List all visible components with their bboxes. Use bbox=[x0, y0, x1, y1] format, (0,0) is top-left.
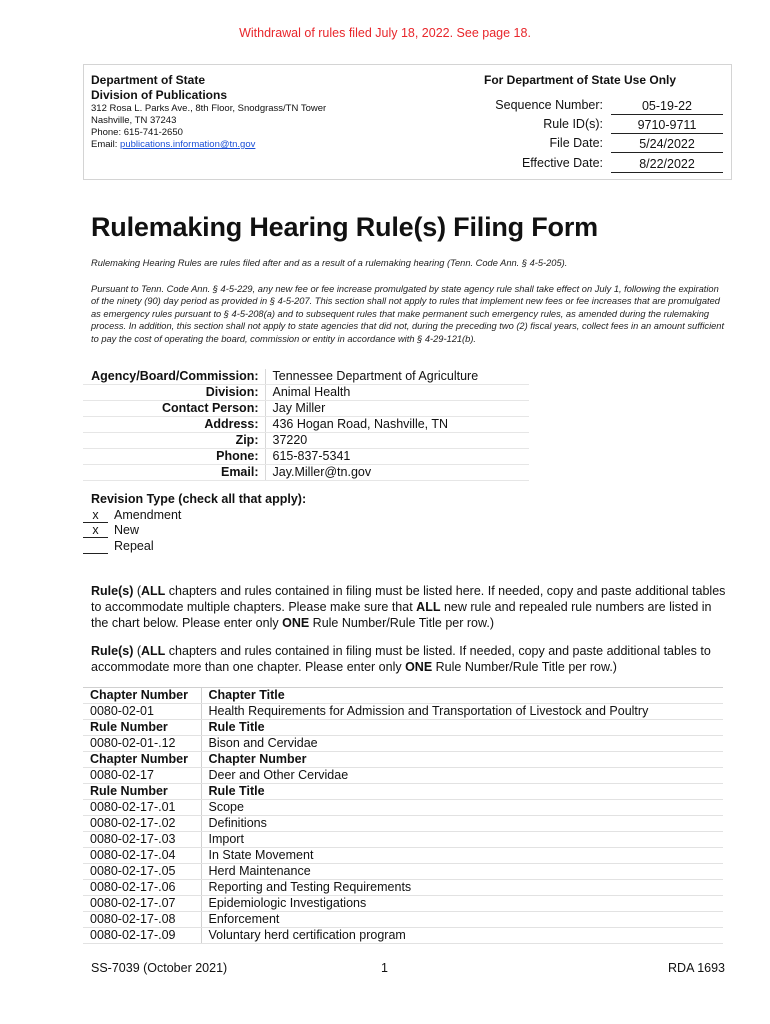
table-cell-number: 0080-02-17-.03 bbox=[83, 832, 201, 848]
table-cell-number: 0080-02-17-.02 bbox=[83, 816, 201, 832]
table-cell-title: Chapter Number bbox=[201, 752, 723, 768]
table-cell-title: Deer and Other Cervidae bbox=[201, 768, 723, 784]
table-row bbox=[83, 832, 723, 848]
effective-date-value: 8/22/2022 bbox=[611, 156, 723, 173]
table-cell-title: Import bbox=[201, 832, 723, 848]
para2-rules: Rule(s) bbox=[91, 644, 134, 658]
para2-open: ( bbox=[133, 644, 142, 658]
table-cell-title: Bison and Cervidae bbox=[201, 736, 723, 752]
table-header-row bbox=[83, 784, 723, 800]
table-row bbox=[83, 800, 723, 816]
new-checkbox[interactable]: x bbox=[83, 524, 108, 538]
division-value: Animal Health bbox=[265, 385, 529, 401]
para2-text2: Rule Number/Rule Title per row.) bbox=[432, 659, 617, 674]
rda-number: RDA 1693 bbox=[668, 961, 725, 975]
rule-ids-value: 9710-9711 bbox=[611, 117, 723, 134]
table-cell-title: Enforcement bbox=[201, 912, 723, 928]
para1-one: ONE bbox=[282, 615, 310, 630]
table-cell-number: 0080-02-17 bbox=[83, 768, 201, 784]
dept-email-link[interactable]: publications.information@tn.gov bbox=[120, 139, 256, 150]
revision-repeal-row bbox=[83, 539, 298, 555]
division-label: Division: bbox=[83, 385, 265, 401]
contact-label: Contact Person: bbox=[83, 401, 265, 417]
agency-value: Tennessee Department of Agriculture bbox=[265, 369, 529, 385]
table-cell-title: Scope bbox=[201, 800, 723, 816]
zip-value: 37220 bbox=[265, 433, 529, 449]
zip-label: Zip: bbox=[83, 433, 265, 449]
para1-open: ( bbox=[133, 584, 142, 598]
para1-rules: Rule(s) bbox=[91, 584, 134, 598]
agency-row bbox=[83, 369, 529, 385]
zip-row bbox=[83, 433, 529, 449]
email-value: Jay.Miller@tn.gov bbox=[265, 465, 529, 481]
page-number: 1 bbox=[381, 961, 388, 975]
table-cell-title: Rule Title bbox=[201, 720, 723, 736]
page-title: Rulemaking Hearing Rule(s) Filing Form bbox=[91, 212, 598, 242]
new-label: New bbox=[114, 523, 140, 538]
repeal-label: Repeal bbox=[114, 538, 154, 553]
table-cell-number: Rule Number bbox=[83, 720, 201, 736]
dept-address-line2: Nashville, TN 37243 bbox=[91, 115, 177, 126]
rules-table bbox=[83, 687, 723, 944]
para2-text1: chapters and rules contained in filing must be listed. If needed, copy and paste additional tables to accommodate more than one chapter. Please enter only bbox=[91, 644, 711, 674]
table-header-row bbox=[83, 752, 723, 768]
file-date-label: File Date: bbox=[549, 136, 603, 150]
repeal-checkbox[interactable] bbox=[83, 540, 108, 554]
table-cell-number: 0080-02-17-.01 bbox=[83, 800, 201, 816]
table-row bbox=[83, 896, 723, 912]
table-row bbox=[83, 736, 723, 752]
dept-email-line bbox=[91, 139, 326, 151]
table-cell-number: 0080-02-17-.09 bbox=[83, 928, 201, 944]
agency-label: Agency/Board/Commission: bbox=[83, 369, 265, 385]
table-row bbox=[83, 816, 723, 832]
para2-one: ONE bbox=[405, 659, 433, 674]
table-cell-number: 0080-02-17-.08 bbox=[83, 912, 201, 928]
email-label: Email: bbox=[83, 465, 265, 481]
table-cell-number: 0080-02-17-.06 bbox=[83, 880, 201, 896]
table-cell-title: Chapter Title bbox=[201, 688, 723, 704]
table-cell-title: In State Movement bbox=[201, 848, 723, 864]
table-cell-number: 0080-02-01 bbox=[83, 704, 201, 720]
table-cell-title: Epidemiologic Investigations bbox=[201, 896, 723, 912]
contact-row bbox=[83, 401, 529, 417]
table-cell-number: 0080-02-17-.05 bbox=[83, 864, 201, 880]
phone-row bbox=[83, 449, 529, 465]
dept-address-line1: 312 Rosa L. Parks Ave., 8th Floor, Snodgrass/TN Tower bbox=[91, 103, 327, 114]
contact-value: Jay Miller bbox=[265, 401, 529, 417]
address-row bbox=[83, 417, 529, 433]
table-row bbox=[83, 880, 723, 896]
table-cell-number: Rule Number bbox=[83, 784, 201, 800]
state-use-title: For Department of State Use Only bbox=[484, 73, 677, 87]
table-cell-number: 0080-02-01-.12 bbox=[83, 736, 201, 752]
dept-email-label: Email: bbox=[91, 139, 121, 150]
withdrawal-notice: Withdrawal of rules filed July 18, 2022. See page 18. bbox=[239, 26, 531, 40]
table-cell-title: Herd Maintenance bbox=[201, 864, 723, 880]
para2-all: ALL bbox=[141, 644, 166, 658]
revision-type-title: Revision Type (check all that apply): bbox=[91, 492, 307, 506]
rule-ids-label: Rule ID(s): bbox=[543, 117, 603, 131]
dept-phone: Phone: 615-741-2650 bbox=[91, 127, 183, 138]
table-header-row bbox=[83, 688, 723, 704]
table-row bbox=[83, 928, 723, 944]
effective-date-label: Effective Date: bbox=[521, 156, 603, 170]
division-name: Division of Publications bbox=[91, 88, 228, 102]
address-value: 436 Hogan Road, Nashville, TN bbox=[265, 417, 529, 433]
sequence-number-value: 05-19-22 bbox=[611, 98, 723, 115]
amendment-label: Amendment bbox=[114, 507, 182, 522]
table-cell-title: Reporting and Testing Requirements bbox=[201, 880, 723, 896]
email-row bbox=[83, 465, 529, 481]
table-row bbox=[83, 864, 723, 880]
para1-all: ALL bbox=[141, 584, 166, 598]
table-cell-title: Health Requirements for Admission and Transportation of Livestock and Poultry bbox=[201, 704, 723, 720]
table-cell-number: 0080-02-17-.07 bbox=[83, 896, 201, 912]
table-cell-title: Rule Title bbox=[201, 784, 723, 800]
division-row bbox=[83, 385, 529, 401]
address-label: Address: bbox=[83, 417, 265, 433]
table-row bbox=[83, 768, 723, 784]
amendment-checkbox[interactable]: x bbox=[83, 509, 108, 523]
table-row bbox=[83, 848, 723, 864]
file-date-value: 5/24/2022 bbox=[611, 136, 723, 153]
table-cell-number: Chapter Number bbox=[83, 688, 201, 704]
sequence-number-label: Sequence Number: bbox=[495, 98, 603, 112]
table-cell-title: Definitions bbox=[201, 816, 723, 832]
pursuant-text: Pursuant to Tenn. Code Ann. § 4-5-229, any new fee or fee increase promulgated by state agency rule shall take effect on July 1, following the expiration of the ninety (90) day period as provided in § 4-5-207. This section shall not apply to rules that implement new fees or fee increases that are promulgated as emergency rules pursuant to § 4-5-208(a) and to subsequent rules that make permanent such emergency rules, as amended during the rulemaking process. In addition, this section shall not apply to state agencies that did not, during the preceding two (2) fiscal years, collect fees in an amount sufficient to pay the cost of operating the board, commission or entity in accordance with § 4-29-121(b). bbox=[91, 284, 725, 344]
para1-all2: ALL bbox=[416, 599, 441, 614]
intro-text: Rulemaking Hearing Rules are rules filed after and as a result of a rulemaking hearing (Tenn. Code Ann. § 4-5-205). bbox=[91, 258, 568, 268]
table-row bbox=[83, 912, 723, 928]
table-header-row bbox=[83, 720, 723, 736]
agency-table bbox=[83, 369, 529, 481]
revision-amendment-row bbox=[83, 508, 298, 524]
revision-type-block bbox=[91, 492, 306, 554]
para1-text2: new rule and repealed rule numbers are listed in the chart below. Please enter only bbox=[91, 599, 712, 630]
rules-instructions-1 bbox=[91, 584, 727, 631]
rules-instructions-2 bbox=[91, 644, 727, 676]
para1-text1: chapters and rules contained in filing must be listed here. If needed, copy and paste additional tables to accommodate multiple chapters. Please make sure that bbox=[91, 584, 726, 614]
table-cell-title: Voluntary herd certification program bbox=[201, 928, 723, 944]
dept-name: Department of State bbox=[91, 73, 206, 87]
para1-text3: Rule Number/Rule Title per row.) bbox=[309, 615, 494, 630]
phone-value: 615-837-5341 bbox=[265, 449, 529, 465]
header-box bbox=[83, 64, 732, 180]
form-number: SS-7039 (October 2021) bbox=[91, 961, 228, 975]
table-cell-number: 0080-02-17-.04 bbox=[83, 848, 201, 864]
phone-label: Phone: bbox=[83, 449, 265, 465]
table-cell-number: Chapter Number bbox=[83, 752, 201, 768]
table-row bbox=[83, 704, 723, 720]
department-block bbox=[91, 73, 326, 151]
revision-new-row bbox=[83, 523, 298, 539]
